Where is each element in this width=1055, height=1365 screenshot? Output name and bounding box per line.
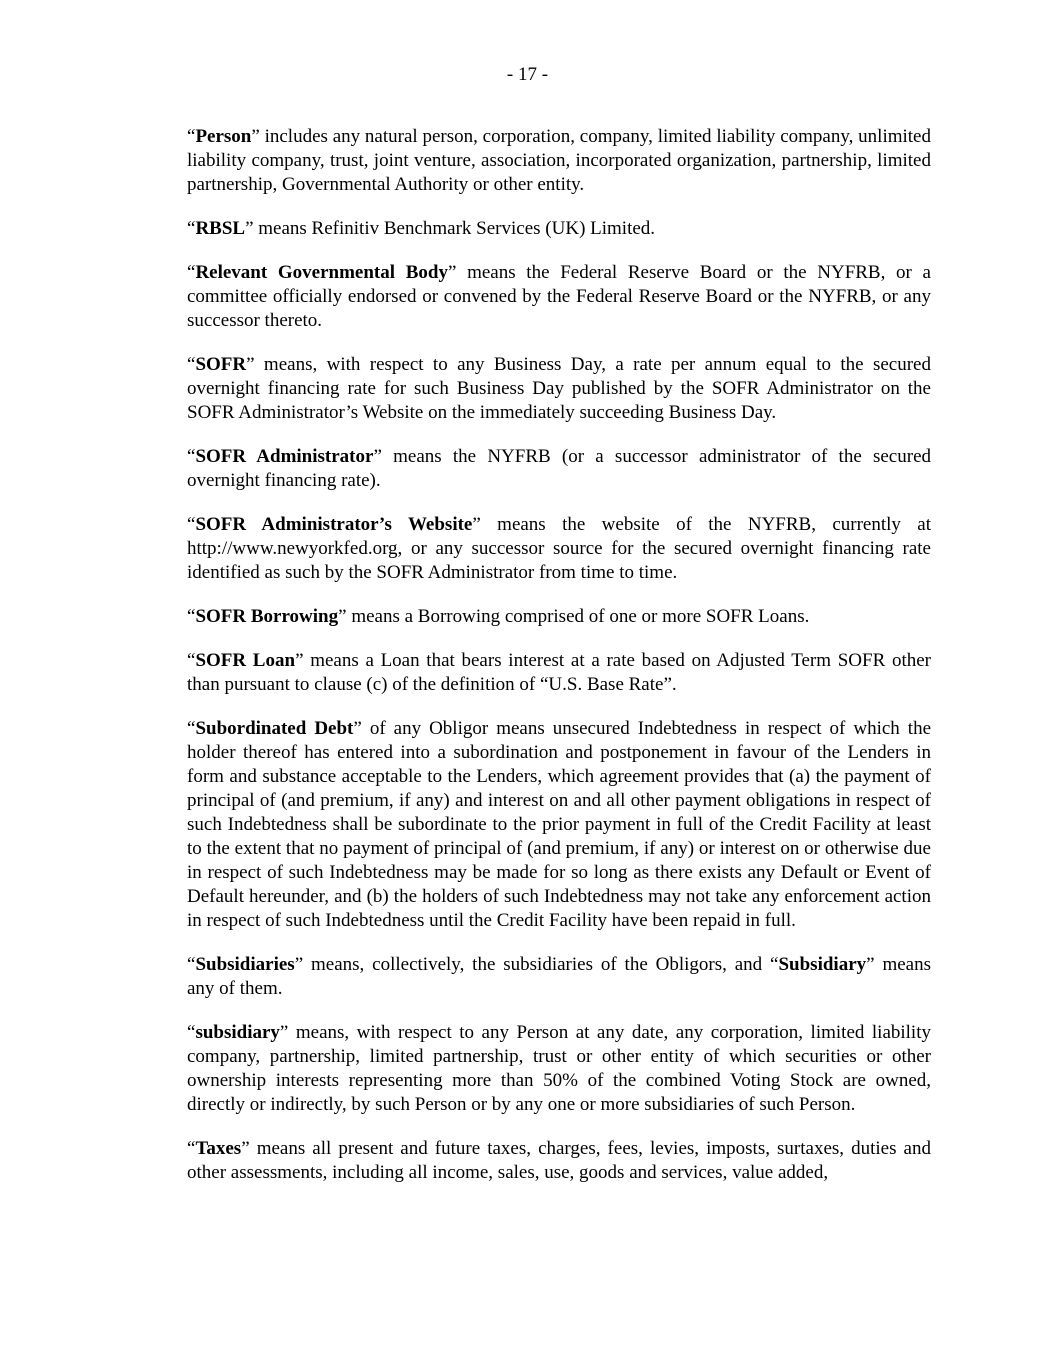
definition-text: means the NYFRB (or a successor administrator of the secured overnight financing rate). bbox=[187, 446, 932, 491]
defined-term: Subordinated Debt bbox=[195, 718, 354, 739]
definition-sofr-administrator: “SOFR Administrator” means the NYFRB (or a successor administrator of the secured overnight financing rate). bbox=[187, 446, 932, 491]
definition-relevant-governmental-body: “Relevant Governmental Body” means the Federal Reserve Board or the NYFRB, or a committee officially endorsed or convened by the Federal Reserve Board or the NYFRB, or any successor thereto. bbox=[187, 262, 931, 331]
definition-taxes: “Taxes” means all present and future taxes, charges, fees, levies, imposts, surtaxes, duties and other assessments, including all income, sales, use, goods and services, value added, bbox=[187, 1138, 931, 1183]
definition-text: means a Borrowing comprised of one or more SOFR Loans. bbox=[346, 606, 810, 627]
definition-subsidiaries: “Subsidiaries” means, collectively, the subsidiaries of the Obligors, and “Subsidiary” means any of them. bbox=[187, 954, 931, 999]
page-number: - 17 - bbox=[506, 64, 549, 85]
definition-sofr-loan: “SOFR Loan” means a Loan that bears interest at a rate based on Adjusted Term SOFR other than pursuant to clause (c) of the definition of “U.S. Base Rate”. bbox=[187, 650, 931, 695]
definition-text: means all present and future taxes, charges, fees, levies, imposts, surtaxes, duties and other assessments, including all income, sales, use, goods and services, value added, bbox=[187, 1138, 931, 1183]
defined-term: SOFR bbox=[195, 354, 247, 375]
defined-term: Subsidiaries bbox=[195, 954, 295, 975]
defined-term: subsidiary bbox=[195, 1022, 280, 1043]
definition-text: means Refinitiv Benchmark Services (UK) Limited. bbox=[253, 218, 656, 239]
definition-text: means, with respect to any Person at any date, any corporation, limited liability company, partnership, limited partnership, trust or other entity of which securities or other ownership interests representing more than 50% of the combined Voting Stock are owned, directly or indirectly, by such Person or by any one or more subsidiaries of such Person. bbox=[187, 1022, 931, 1115]
definition-text: means, collectively, the subsidiaries of the Obligors, and “ bbox=[303, 954, 779, 975]
definition-subsidiary: “subsidiary” means, with respect to any Person at any date, any corporation, limited liability company, partnership, limited partnership, trust or other entity of which securities or other ownership interests representing more than 50% of the combined Voting Stock are owned, directly or indirectly, by such Person or by any one or more subsidiaries of such Person. bbox=[187, 1022, 931, 1115]
defined-term: Subsidiary bbox=[778, 954, 867, 975]
defined-term: RBSL bbox=[195, 218, 246, 239]
definition-sofr-administrators-website: “SOFR Administrator’s Website” means the website of the NYFRB, currently at http://www.newyorkfed.org, or any successor source for the secured overnight financing rate identified as such by the SOFR Administrator from time to time. bbox=[187, 514, 931, 583]
defined-term: Taxes bbox=[195, 1138, 242, 1159]
defined-term: SOFR Loan bbox=[195, 650, 296, 671]
definition-text: of any Obligor means unsecured Indebtedness in respect of which the holder thereof has entered into a subordination and postponement in favour of the Lenders in form and substance acceptable to the Lenders, which agreement provides that (a) the payment of principal of (and premium, if any) and interest on and all other payment obligations in respect of such Indebtedness shall be subordinate to the prior payment in full of the Credit Facility at least to the extent that no payment of principal of (and premium, if any) or interest on or otherwise due in respect of such Indebtedness may be made for so long as there exists any Default or Event of Default hereunder, and (b) the holders of such Indebtedness may not take any enforcement action in respect of such Indebtedness until the Credit Facility have been repaid in full. bbox=[187, 718, 932, 931]
definitions-list bbox=[187, 125, 931, 1205]
definition-text: means a Loan that bears interest at a rate based on Adjusted Term SOFR other than pursuant to clause (c) of the definition of “U.S. Base Rate”. bbox=[187, 650, 931, 695]
defined-term: SOFR Administrator’s Website bbox=[195, 514, 473, 535]
defined-term: SOFR Administrator bbox=[195, 446, 374, 467]
definition-person: “Person” includes any natural person, corporation, company, limited liability company, unlimited liability company, trust, joint venture, association, incorporated organization, partnership, limited partnership, Governmental Authority or other entity. bbox=[187, 126, 931, 195]
definition-subordinated-debt: “Subordinated Debt” of any Obligor means unsecured Indebtedness in respect of which the holder thereof has entered into a subordination and postponement in favour of the Lenders in form and substance acceptable to the Lenders, which agreement provides that (a) the payment of principal of (and premium, if any) and interest on and all other payment obligations in respect of such Indebtedness shall be subordinate to the prior payment in full of the Credit Facility at least to the extent that no payment of principal of (and premium, if any) or interest on or otherwise due in respect of such Indebtedness may be made for so long as there exists any Default or Event of Default hereunder, and (b) the holders of such Indebtedness may not take any enforcement action in respect of such Indebtedness until the Credit Facility have been repaid in full. bbox=[187, 718, 932, 931]
definition-sofr: “SOFR” means, with respect to any Business Day, a rate per annum equal to the secured overnight financing rate for such Business Day published by the SOFR Administrator on the SOFR Administrator’s Website on the immediately succeeding Business Day. bbox=[187, 354, 931, 423]
definition-text: means the website of the NYFRB, currently at http://www.newyorkfed.org, or any successor source for the secured overnight financing rate identified as such by the SOFR Administrator from time to time. bbox=[187, 514, 931, 583]
definition-text: means, with respect to any Business Day, a rate per annum equal to the secured overnight financing rate for such Business Day published by the SOFR Administrator on the SOFR Administrator’s Website on the immediately succeeding Business Day. bbox=[187, 354, 931, 423]
definition-text: includes any natural person, corporation, company, limited liability company, unlimited liability company, trust, joint venture, association, incorporated organization, partnership, limited partnership, Governmental Authority or other entity. bbox=[187, 126, 931, 195]
defined-term: Relevant Governmental Body bbox=[195, 262, 448, 283]
definition-sofr-borrowing: “SOFR Borrowing” means a Borrowing comprised of one or more SOFR Loans. bbox=[187, 606, 810, 627]
definition-rbsl: “RBSL” means Refinitiv Benchmark Services (UK) Limited. bbox=[187, 218, 656, 239]
defined-term: Person bbox=[195, 126, 252, 147]
defined-term: SOFR Borrowing bbox=[195, 606, 339, 627]
definition-text: means any of them. bbox=[187, 954, 931, 999]
definition-text: means the Federal Reserve Board or the NYFRB, or a committee officially endorsed or convened by the Federal Reserve Board or the NYFRB, or any successor thereto. bbox=[187, 262, 931, 331]
